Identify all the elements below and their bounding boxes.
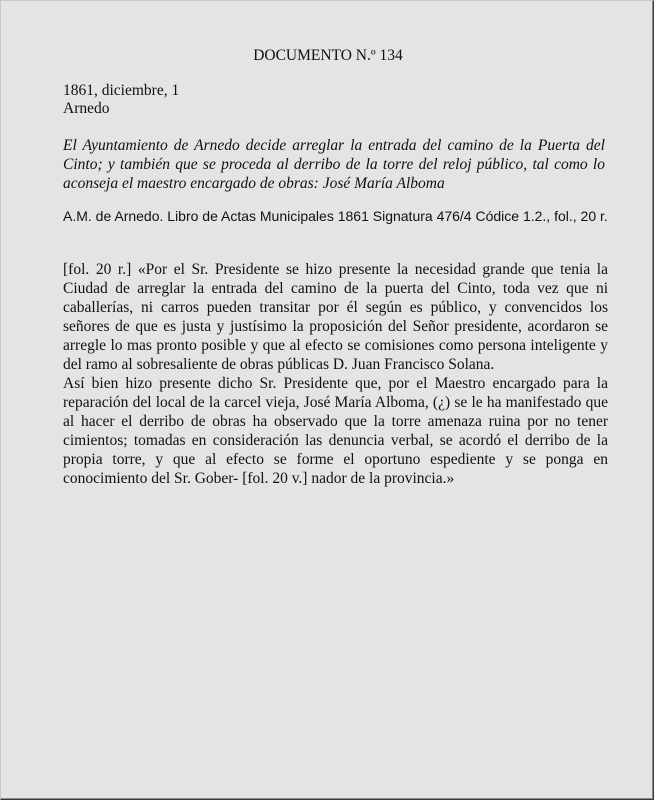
- document-place: Arnedo: [63, 100, 110, 117]
- transcription-body: [63, 260, 608, 488]
- transcription-paragraph: Así bien hizo presente dicho Sr. Presidente que, por el Maestro encargado para la reparación del local de la carcel vieja, José María Alboma, (¿) se le ha manifestado que al hacer el derribo de obras ha observado que la torre amenaza ruina por no tener cimientos; tomadas en consideración las denuncia verbal, se acordó el derribo de la propia torre, y que al efecto se forme el oportuno espediente y se ponga en conocimiento del Sr. Gober- [fol. 20 v.] nador de la provincia.»: [63, 375, 608, 487]
- document-summary: El Ayuntamiento de Arnedo decide arreglar la entrada del camino de la Puerta del Cinto; y también que se proceda al derribo de la torre del reloj público, tal como lo aconseja el maestro encargado de obras: José María Alboma: [63, 137, 605, 192]
- document-date: 1861, diciembre, 1: [63, 82, 180, 99]
- archival-source: A.M. de Arnedo. Libro de Actas Municipales 1861 Signatura 476/4 Códice 1.2., fol., 20 r.: [63, 208, 608, 224]
- document-title: DOCUMENTO N.º 134: [253, 47, 403, 64]
- transcription-paragraph: [fol. 20 r.] «Por el Sr. Presidente se hizo presente la necesidad grande que tenia la Ciudad de arreglar la entrada del camino de la puerta del Cinto, toda vez que ni caballerías, ni carros pueden transitar por él según es público, y convencidos los señores de que es justa y justísimo la proposición del Señor presidente, acordaron se arregle lo mas pronto posible y que al efecto se comisiones como persona inteligente y del ramo al sobresaliente de obras públicas D. Juan Francisco Solana.: [63, 261, 608, 373]
